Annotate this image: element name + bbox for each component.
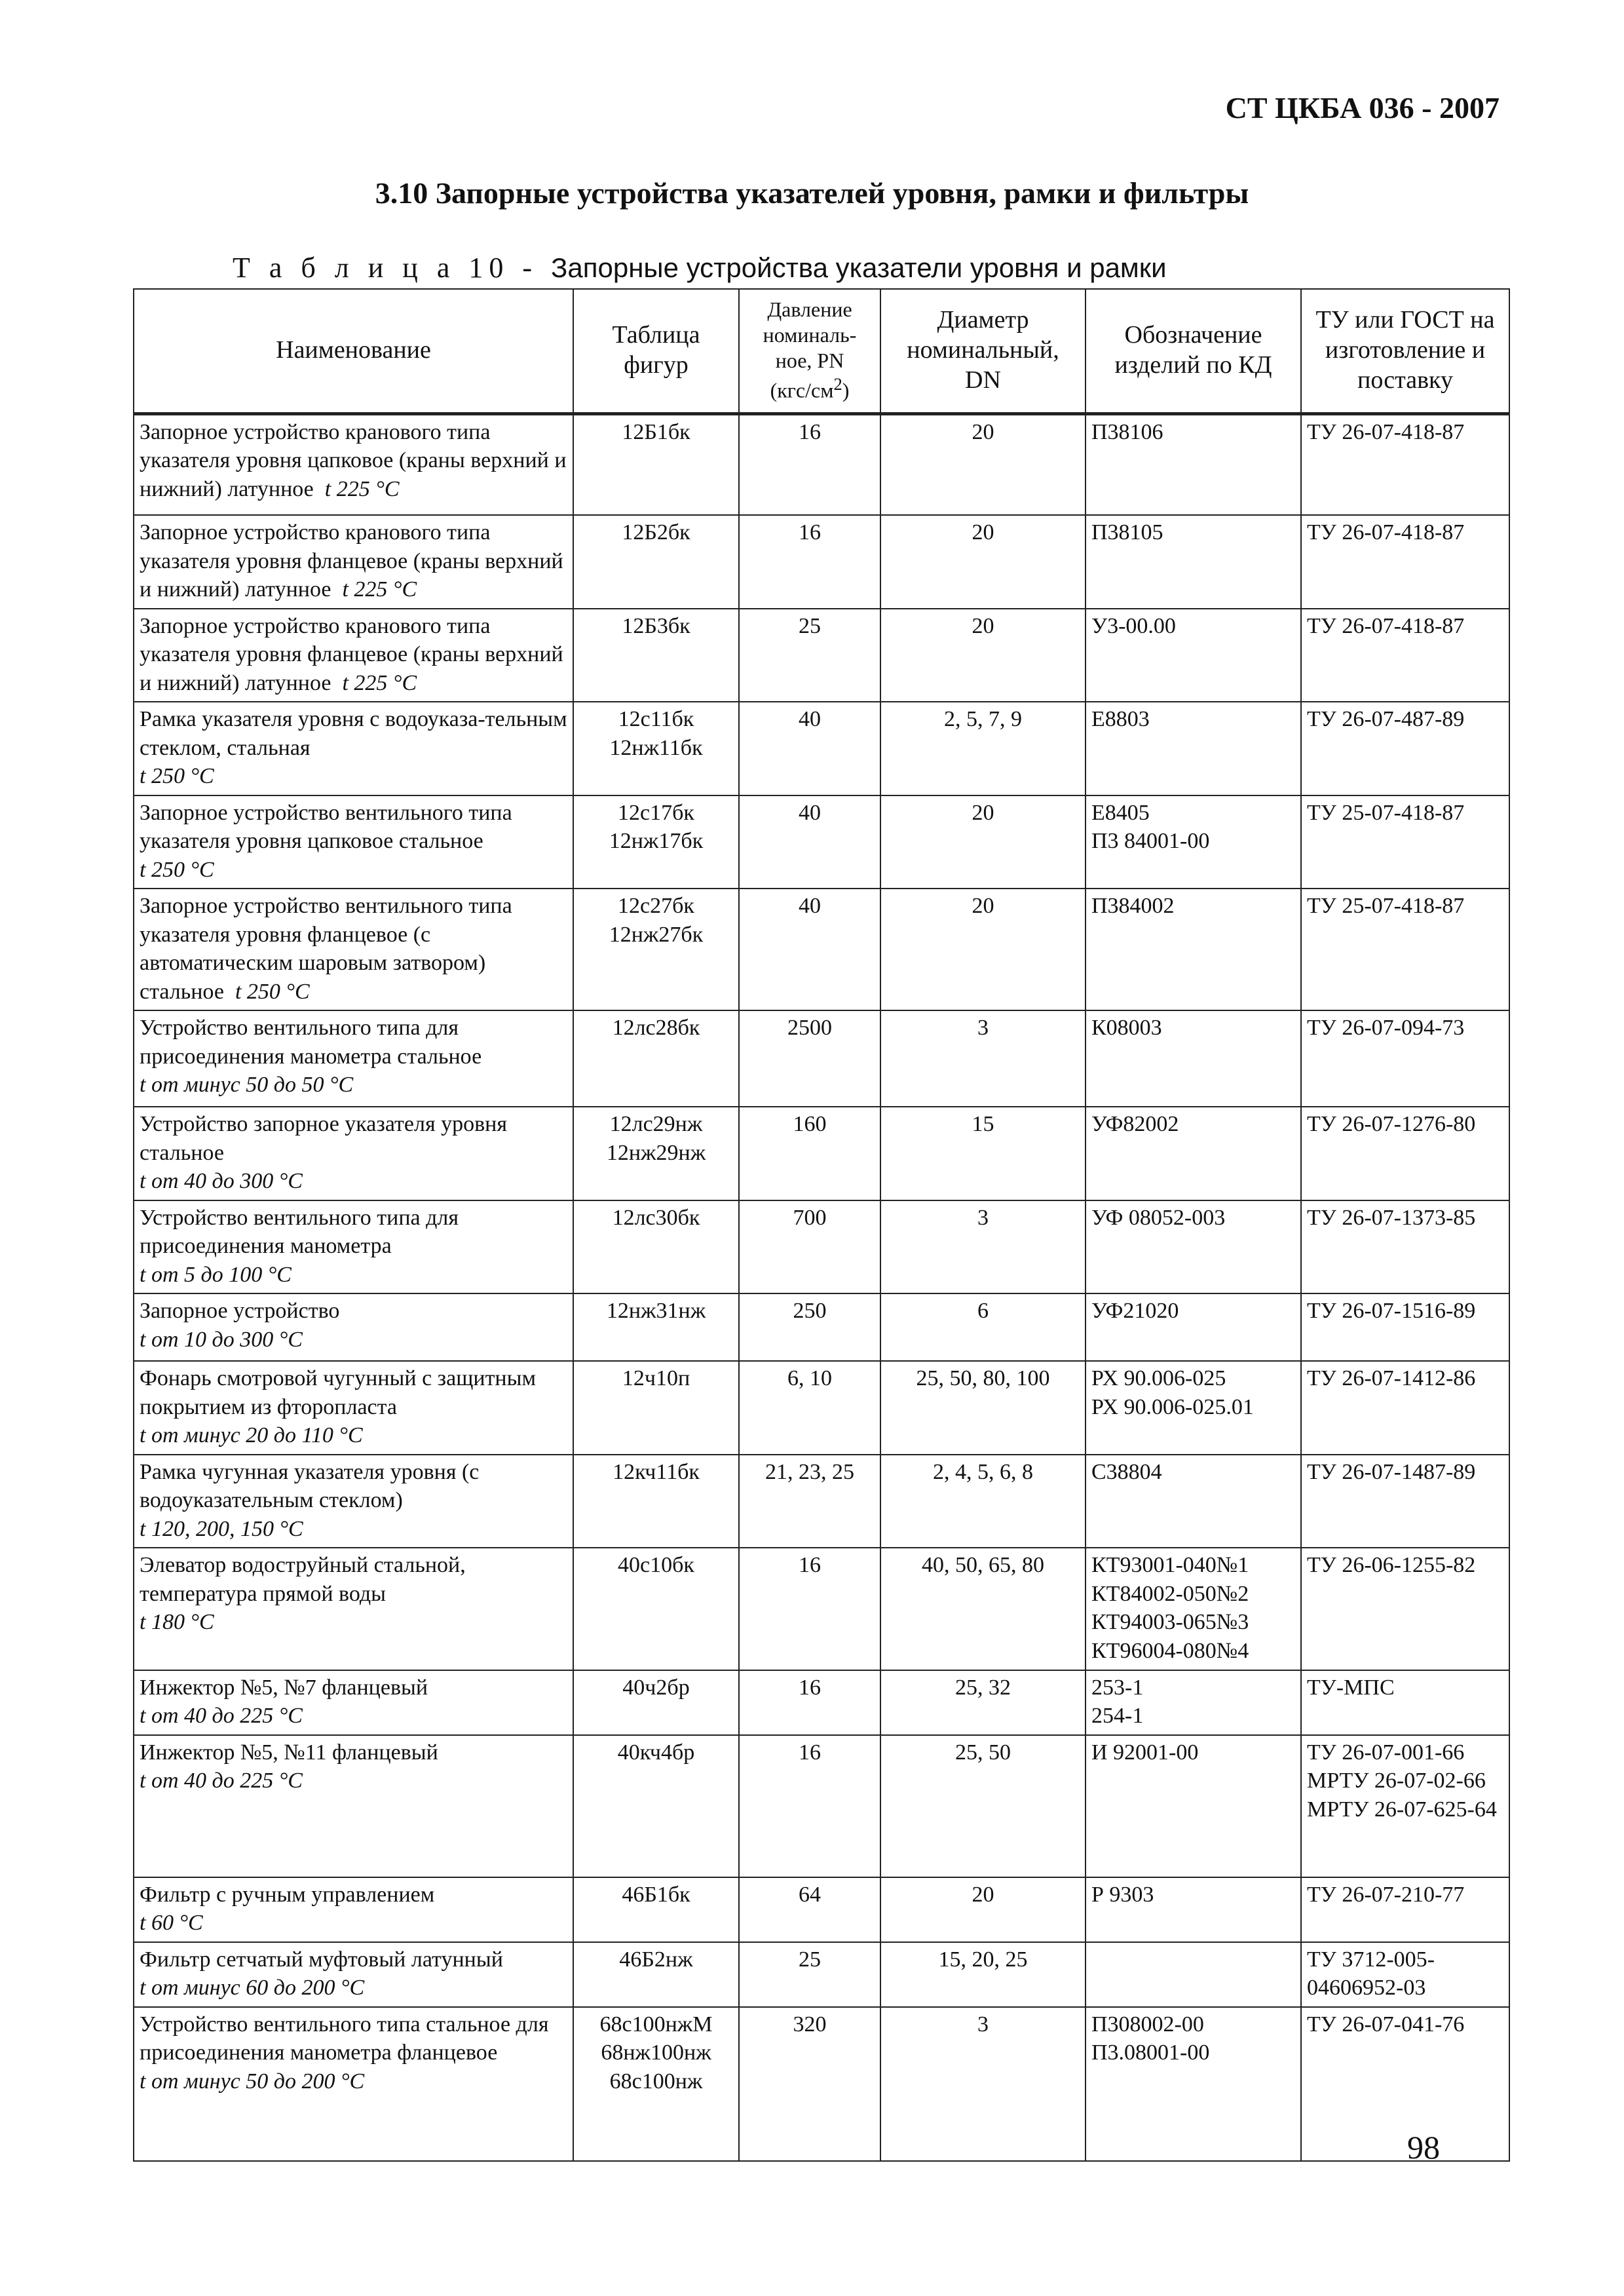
cell-pn: 16 — [739, 515, 880, 609]
cell-kd: И 92001-00 — [1086, 1735, 1301, 1877]
table-row — [134, 1735, 1509, 1877]
item-temperature: t 60 °C — [140, 1911, 203, 1936]
cell-name — [134, 1670, 573, 1735]
item-temperature: t 250 °C — [140, 857, 214, 882]
cell-name — [134, 2007, 573, 2161]
cell-kd: Е8803 — [1086, 702, 1301, 795]
item-name: Запорное устройство кранового типа указателя уровня фланцевое (краны верхний и нижний) латунное — [140, 613, 563, 695]
cell-tu: ТУ 26-07-1412-86 — [1301, 1361, 1509, 1455]
cell-dn: 3 — [880, 1010, 1086, 1107]
item-name: Фильтр с ручным управлением — [140, 1882, 435, 1907]
cell-name — [134, 515, 573, 609]
cell-figure: 12с17бк 12нж17бк — [573, 795, 739, 889]
cell-tu: ТУ 3712-005-04606952-03 — [1301, 1942, 1509, 2007]
table-row — [134, 2007, 1509, 2161]
item-name: Инжектор №5, №11 фланцевый — [140, 1740, 438, 1765]
cell-pn: 16 — [739, 413, 880, 515]
cell-figure: 40ч2бр — [573, 1670, 739, 1735]
item-name: Запорное устройство вентильного типа указателя уровня фланцевое (с автоматическим шаровым затвором) стальное — [140, 894, 512, 1004]
cell-kd: 253-1 254-1 — [1086, 1670, 1301, 1735]
item-temperature: t от минус 20 до 110 °C — [140, 1423, 363, 1448]
cell-tu: ТУ 26-07-041-76 — [1301, 2007, 1509, 2161]
item-name: Рамка чугунная указателя уровня (с водоуказательным стеклом) — [140, 1459, 480, 1513]
cell-dn: 15 — [880, 1107, 1086, 1200]
cell-tu: ТУ 26-06-1255-82 — [1301, 1548, 1509, 1670]
cell-dn: 40, 50, 65, 80 — [880, 1548, 1086, 1670]
cell-tu: ТУ 26-07-1276-80 — [1301, 1107, 1509, 1200]
item-temperature: t 250 °C — [235, 979, 310, 1004]
cell-kd: П308002-00 П3.08001-00 — [1086, 2007, 1301, 2161]
item-temperature: t 225 °C — [342, 670, 417, 695]
cell-kd: УФ82002 — [1086, 1107, 1301, 1200]
item-temperature: t от минус 50 до 50 °C — [140, 1073, 354, 1098]
cell-figure: 12кч11бк — [573, 1455, 739, 1548]
item-name: Устройство вентильного типа для присоединения манометра стальное — [140, 1016, 482, 1069]
cell-name — [134, 1010, 573, 1107]
item-temperature: t от 10 до 300 °C — [140, 1327, 303, 1352]
cell-kd: Р 9303 — [1086, 1877, 1301, 1942]
item-temperature: t от минус 60 до 200 °C — [140, 1976, 365, 2000]
header-pn-text: Давление номиналь-ное, PN — [763, 297, 857, 372]
cell-pn: 16 — [739, 1735, 880, 1877]
cell-tu: ТУ-МПС — [1301, 1670, 1509, 1735]
table-body — [134, 413, 1509, 2161]
table-row — [134, 1455, 1509, 1548]
cell-pn: 700 — [739, 1200, 880, 1294]
cell-figure: 12нж31нж — [573, 1293, 739, 1361]
item-temperature: t от 40 до 300 °C — [140, 1169, 303, 1194]
section-title: 3.10 Запорные устройства указателей уровня, рамки и фильтры — [375, 176, 1249, 210]
item-temperature: t 225 °C — [324, 476, 400, 501]
item-name: Элеватор водоструйный стальной, температура прямой воды — [140, 1553, 466, 1606]
item-temperature: t от 5 до 100 °C — [140, 1262, 292, 1287]
item-temperature: t 250 °C — [140, 764, 214, 789]
cell-kd: У3-00.00 — [1086, 609, 1301, 702]
table-header-row — [134, 289, 1509, 413]
cell-pn: 6, 10 — [739, 1361, 880, 1455]
table-row — [134, 1548, 1509, 1670]
header-kd-designation: Обозначение изделий по КД — [1086, 289, 1301, 413]
item-name: Устройство запорное указателя уровня стальное — [140, 1112, 507, 1165]
cell-kd: П384002 — [1086, 889, 1301, 1010]
cell-figure: 40кч4бр — [573, 1735, 739, 1877]
cell-figure: 40с10бк — [573, 1548, 739, 1670]
cell-figure: 12лс28бк — [573, 1010, 739, 1107]
cell-figure: 12Б1бк — [573, 413, 739, 515]
cell-kd: Е8405 П3 84001-00 — [1086, 795, 1301, 889]
cell-tu: ТУ 26-07-487-89 — [1301, 702, 1509, 795]
cell-name — [134, 413, 573, 515]
header-pn-close: ) — [842, 378, 850, 402]
table-row — [134, 1107, 1509, 1200]
table-row — [134, 795, 1509, 889]
item-temperature: t 120, 200, 150 °C — [140, 1516, 303, 1541]
cell-dn: 3 — [880, 1200, 1086, 1294]
cell-dn: 20 — [880, 609, 1086, 702]
cell-tu: ТУ 26-07-094-73 — [1301, 1010, 1509, 1107]
cell-dn: 2, 5, 7, 9 — [880, 702, 1086, 795]
item-name: Запорное устройство вентильного типа указателя уровня цапковое стальное — [140, 800, 512, 854]
item-temperature: t от минус 50 до 200 °C — [140, 2069, 365, 2094]
cell-tu: ТУ 26-07-418-87 — [1301, 413, 1509, 515]
table-row — [134, 1200, 1509, 1294]
header-name: Наименование — [134, 289, 573, 413]
cell-pn: 25 — [739, 1942, 880, 2007]
cell-pn: 25 — [739, 609, 880, 702]
cell-name — [134, 1293, 573, 1361]
cell-kd: С38804 — [1086, 1455, 1301, 1548]
cell-dn: 20 — [880, 515, 1086, 609]
cell-figure: 12лс29нж 12нж29нж — [573, 1107, 739, 1200]
cell-figure: 46Б2нж — [573, 1942, 739, 2007]
cell-tu: ТУ 26-07-210-77 — [1301, 1877, 1509, 1942]
cell-pn: 40 — [739, 702, 880, 795]
cell-figure: 46Б1бк — [573, 1877, 739, 1942]
item-name: Фильтр сетчатый муфтовый латунный — [140, 1947, 503, 1972]
cell-figure: 12ч10п — [573, 1361, 739, 1455]
cell-kd: К08003 — [1086, 1010, 1301, 1107]
item-temperature: t 225 °C — [342, 577, 417, 602]
table-caption-label: Т а б л и ц а 10 - — [233, 252, 552, 284]
cell-dn: 25, 50 — [880, 1735, 1086, 1877]
cell-tu: ТУ 26-07-001-66 МРТУ 26-07-02-66 МРТУ 26-07-625-64 — [1301, 1735, 1509, 1877]
cell-pn: 21, 23, 25 — [739, 1455, 880, 1548]
cell-dn: 20 — [880, 1877, 1086, 1942]
cell-kd: УФ21020 — [1086, 1293, 1301, 1361]
cell-tu: ТУ 25-07-418-87 — [1301, 889, 1509, 1010]
header-figure-table: Таблица фигур — [573, 289, 739, 413]
cell-pn: 16 — [739, 1670, 880, 1735]
cell-pn: 160 — [739, 1107, 880, 1200]
table-row — [134, 1293, 1509, 1361]
cell-dn: 3 — [880, 2007, 1086, 2161]
cell-dn: 20 — [880, 889, 1086, 1010]
cell-kd: П38105 — [1086, 515, 1301, 609]
item-name: Фонарь смотровой чугунный с защитным покрытием из фторопласта — [140, 1366, 536, 1419]
cell-pn: 40 — [739, 889, 880, 1010]
cell-dn: 15, 20, 25 — [880, 1942, 1086, 2007]
cell-kd: П38106 — [1086, 413, 1301, 515]
cell-name — [134, 702, 573, 795]
table-row — [134, 413, 1509, 515]
cell-pn: 250 — [739, 1293, 880, 1361]
cell-name — [134, 1877, 573, 1942]
item-temperature: t 180 °C — [140, 1610, 214, 1635]
item-name: Запорное устройство кранового типа указателя уровня фланцевое (краны верхний и нижний) латунное — [140, 520, 563, 602]
cell-name — [134, 609, 573, 702]
cell-figure: 12с11бк 12нж11бк — [573, 702, 739, 795]
header-pn-sup: 2 — [833, 373, 842, 394]
item-name: Запорное устройство кранового типа указателя уровня цапковое (краны верхний и нижний) латунное — [140, 419, 567, 501]
table-row — [134, 515, 1509, 609]
cell-dn: 20 — [880, 413, 1086, 515]
item-name: Запорное устройство — [140, 1299, 340, 1324]
cell-name — [134, 1200, 573, 1294]
cell-pn: 16 — [739, 1548, 880, 1670]
cell-dn: 6 — [880, 1293, 1086, 1361]
item-name: Устройство вентильного типа стальное для присоединения манометра фланцевое — [140, 2012, 549, 2065]
table-row — [134, 1010, 1509, 1107]
header-pn-unit: (кгс/см — [770, 378, 834, 402]
cell-tu: ТУ 26-07-1516-89 — [1301, 1293, 1509, 1361]
cell-name — [134, 795, 573, 889]
cell-dn: 25, 50, 80, 100 — [880, 1361, 1086, 1455]
cell-pn: 320 — [739, 2007, 880, 2161]
cell-dn: 2, 4, 5, 6, 8 — [880, 1455, 1086, 1548]
cell-kd — [1086, 1942, 1301, 2007]
cell-kd: КТ93001-040№1 КТ84002-050№2 КТ94003-065№3 КТ96004-080№4 — [1086, 1548, 1301, 1670]
valves-table — [133, 288, 1510, 2162]
cell-name — [134, 1942, 573, 2007]
cell-tu: ТУ 25-07-418-87 — [1301, 795, 1509, 889]
cell-dn: 25, 32 — [880, 1670, 1086, 1735]
cell-tu: ТУ 26-07-1487-89 — [1301, 1455, 1509, 1548]
table-row — [134, 1877, 1509, 1942]
cell-pn: 2500 — [739, 1010, 880, 1107]
page-number: 98 — [1407, 2129, 1440, 2166]
item-name: Устройство вентильного типа для присоединения манометра — [140, 1205, 459, 1259]
table-caption — [233, 251, 1167, 284]
cell-dn: 20 — [880, 795, 1086, 889]
cell-tu: ТУ 26-07-1373-85 — [1301, 1200, 1509, 1294]
item-name: Инжектор №5, №7 фланцевый — [140, 1675, 428, 1700]
table-row — [134, 702, 1509, 795]
cell-name — [134, 1455, 573, 1548]
header-tu-gost: ТУ или ГОСТ на изготовление и поставку — [1301, 289, 1509, 413]
cell-pn: 40 — [739, 795, 880, 889]
header-nominal-diameter: Диаметр номинальный, DN — [880, 289, 1086, 413]
table-caption-text: Запорные устройства указатели уровня и рамки — [551, 252, 1167, 283]
table-row — [134, 1361, 1509, 1455]
cell-figure: 12Б3бк — [573, 609, 739, 702]
cell-kd: УФ 08052-003 — [1086, 1200, 1301, 1294]
cell-figure: 12Б2бк — [573, 515, 739, 609]
item-temperature: t от 40 до 225 °C — [140, 1704, 303, 1729]
cell-name — [134, 889, 573, 1010]
cell-name — [134, 1361, 573, 1455]
cell-figure: 68с100нжМ 68нж100нж 68с100нж — [573, 2007, 739, 2161]
cell-name — [134, 1548, 573, 1670]
document-code: СТ ЦКБА 036 - 2007 — [1225, 91, 1500, 124]
table-row — [134, 889, 1509, 1010]
cell-name — [134, 1735, 573, 1877]
table-row — [134, 1942, 1509, 2007]
table-row — [134, 1670, 1509, 1735]
header-nominal-pressure — [739, 289, 880, 413]
table-row — [134, 609, 1509, 702]
cell-name — [134, 1107, 573, 1200]
item-temperature: t от 40 до 225 °C — [140, 1769, 303, 1793]
cell-figure: 12с27бк 12нж27бк — [573, 889, 739, 1010]
cell-kd: РХ 90.006-025 РХ 90.006-025.01 — [1086, 1361, 1301, 1455]
cell-tu: ТУ 26-07-418-87 — [1301, 609, 1509, 702]
cell-figure: 12лс30бк — [573, 1200, 739, 1294]
item-name: Рамка указателя уровня с водоуказа-тельным стеклом, стальная — [140, 707, 567, 760]
cell-pn: 64 — [739, 1877, 880, 1942]
cell-tu: ТУ 26-07-418-87 — [1301, 515, 1509, 609]
